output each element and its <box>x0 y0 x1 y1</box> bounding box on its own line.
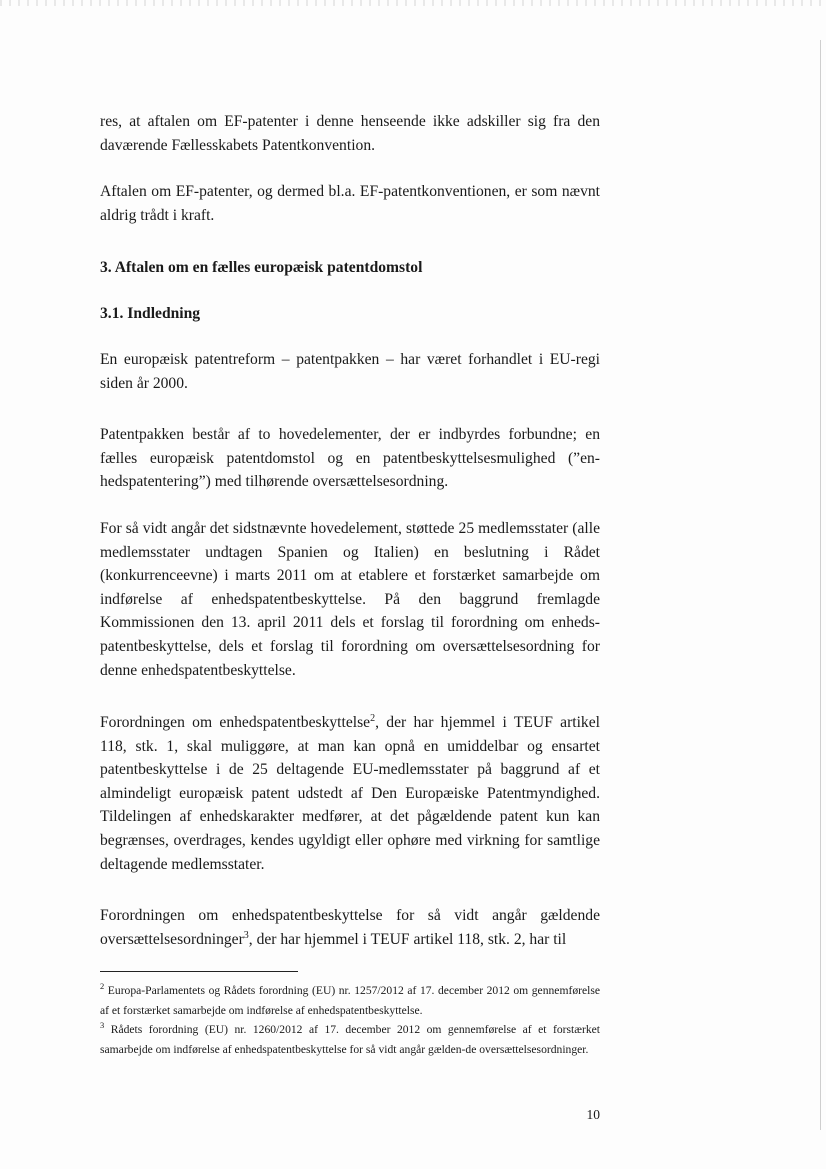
footnote-ref-2[interactable]: 2 <box>370 713 376 724</box>
footnote-3 <box>100 1020 600 1060</box>
footnote-2 <box>100 981 600 1021</box>
footnote-2-text: Europa-Parlamentets og Rådets forordning (EU) nr. 1257/2012 af 17. december 2012 om gennemførelse af et forstærket samarbejde om indførelse af enhedspatentbeskyttelse. <box>100 984 600 1017</box>
paragraph-7 <box>100 904 600 951</box>
paragraph-5: For så vidt angår det sidstnævnte hovedelement, støttede 25 medlemsstater (alle medlemsstater undtagen Spanien og Italien) en beslutning i Rådet (konkurrenceevne) i marts 2011 om at etablere et forstærket samarbejde om indførelse af enhedspatentbeskyttelse. På den baggrund fremlagde Kommissionen den 13. april 2011 dels et forslag til forordning om enheds-patentbeskyttelse, dels et forslag til forordning om oversættelsesordning for denne enhedspatentbeskyttelse. <box>100 520 600 679</box>
scan-artifact-top <box>0 0 826 6</box>
paragraph-6 <box>100 711 600 876</box>
paragraph-6-start: Forordningen om enhedspatentbeskyttelse <box>100 714 371 731</box>
paragraph-7-rest: , der har hjemmel i TEUF artikel 118, stk. 2, har til <box>248 930 567 948</box>
footnote-divider <box>100 971 298 972</box>
page-number: 10 <box>586 1107 600 1122</box>
footnote-3-text: Rådets forordning (EU) nr. 1260/2012 af 17. december 2012 om gennemførelse af et forstærket samarbejde om indførelse af enhedspatentbeskyttelse for så vidt angår gælden-de oversættelsesordninger. <box>100 1023 600 1056</box>
scan-artifact-right <box>820 40 821 1130</box>
paragraph-3: En europæisk patentreform – patentpakken – har været forhandlet i EU-regi siden år 2000. <box>100 351 600 392</box>
footnote-2-mark: 2 <box>100 981 105 991</box>
footnote-ref-3[interactable]: 3 <box>243 929 249 941</box>
section-heading: 3. Aftalen om en fælles europæisk patentdomstol <box>100 259 423 276</box>
subsection-heading: 3.1. Indledning <box>100 305 201 322</box>
paragraph-2: Aftalen om EF-patenter, og dermed bl.a. EF-patentkonventionen, er som nævnt aldrig trådt i kraft. <box>100 183 600 224</box>
footnote-3-mark: 3 <box>100 1020 105 1030</box>
paragraph-1: res, at aftalen om EF-patenter i denne henseende ikke adskiller sig fra den daværende Fællesskabets Patentkonvention. <box>100 113 600 154</box>
paragraph-4: Patentpakken består af to hovedelementer, der er indbyrdes forbundne; en fælles europæisk patentdomstol og en patentbeskyttelsesmulighed (”en-hedspatentering”) med tilhørende oversættelsesordning. <box>100 426 600 491</box>
paragraph-6-rest: , der har hjemmel i TEUF artikel 118, stk. 1, skal muliggøre, at man kan opnå en umiddelbar og ensartet patentbeskyttelse i de 25 deltagende EU-medlemsstater på baggrund af et almindeligt europæisk patent udstedt af Den Europæiske Patentmyndighed. Tildelingen af enhedskarakter medfører, at det pågældende patent kun kan begrænses, overdrages, kendes ugyldigt eller ophøre med virkning for samtlige deltagende medlemsstater. <box>100 714 600 873</box>
paragraph-7-start: Forordningen om enhedspatentbeskyttelse for så vidt angår gældende oversættelsesordninger <box>100 907 600 948</box>
